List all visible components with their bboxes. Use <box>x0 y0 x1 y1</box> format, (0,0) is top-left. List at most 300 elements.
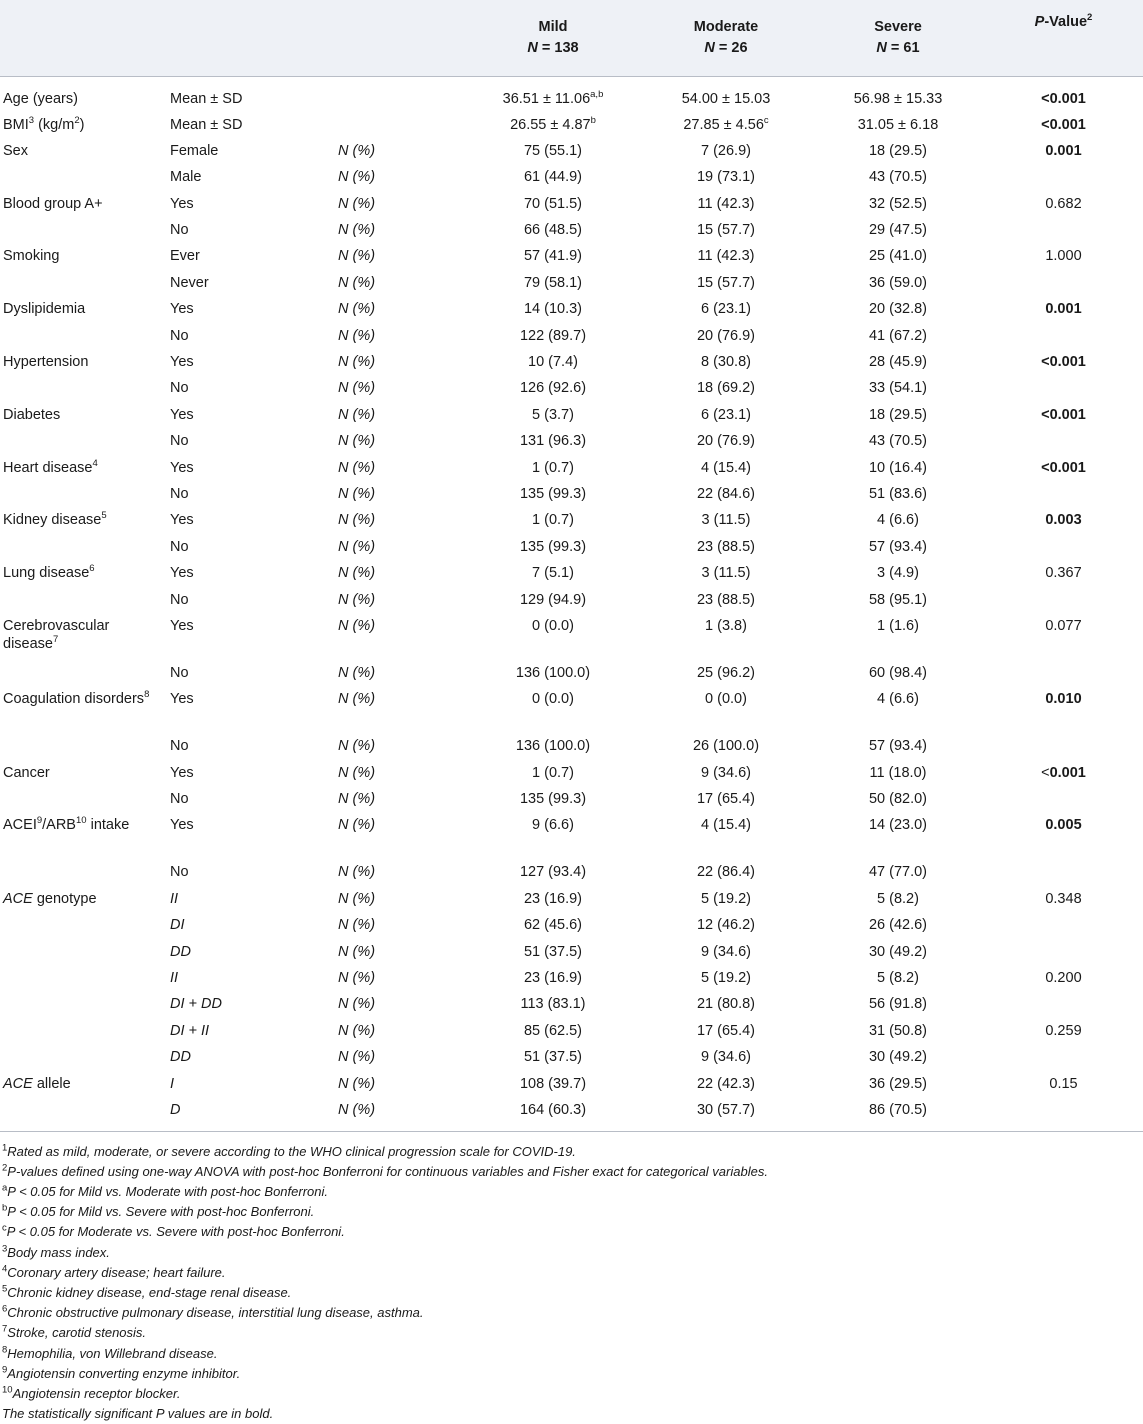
subgroup-cell <box>170 859 338 885</box>
mild-value: 135 (99.3) <box>520 791 586 807</box>
pvalue-cell <box>984 77 1143 112</box>
pvalue-cell <box>984 323 1143 349</box>
variable-cell <box>0 587 170 613</box>
subgroup-label: Ever <box>170 248 200 264</box>
measure-cell <box>338 217 466 243</box>
severe-value: 51 (83.6) <box>869 486 927 502</box>
subgroup-cell <box>170 243 338 269</box>
pvalue: <0.001 <box>1041 91 1086 107</box>
mild-value-cell <box>466 587 640 613</box>
footnote-text: Body mass index. <box>7 1245 110 1260</box>
subgroup-cell <box>170 428 338 454</box>
measure-cell <box>338 912 466 938</box>
subgroup-label: No <box>170 328 189 344</box>
severe-value-cell <box>812 939 984 965</box>
moderate-value-cell <box>640 560 812 586</box>
moderate-value-cell <box>640 138 812 164</box>
moderate-value: 21 (80.8) <box>697 996 755 1012</box>
table-row <box>0 965 1143 991</box>
variable-name-end: intake <box>87 817 130 833</box>
measure-label: N (%) <box>338 917 375 933</box>
measure-cell <box>338 191 466 217</box>
footnote <box>2 1243 1143 1263</box>
pvalue-cell <box>984 660 1143 686</box>
mild-value: 5 (3.7) <box>532 407 574 423</box>
table-row <box>0 886 1143 912</box>
subgroup-cell <box>170 349 338 375</box>
footnote <box>2 1303 1143 1323</box>
mild-value-footnote: a,b <box>590 89 603 100</box>
measure-cell <box>338 164 466 190</box>
pvalue: 0.15 <box>1049 1076 1077 1092</box>
measure-cell <box>338 112 466 138</box>
measure-cell <box>338 859 466 885</box>
pvalue-cell <box>984 402 1143 428</box>
subgroup-label: No <box>170 791 189 807</box>
severe-value-cell <box>812 481 984 507</box>
severe-value-cell <box>812 1071 984 1097</box>
table-row <box>0 660 1143 686</box>
footnote <box>2 1142 1143 1162</box>
subgroup-label: Yes <box>170 460 194 476</box>
measure-cell <box>338 812 466 859</box>
measure-label: N (%) <box>338 592 375 608</box>
mild-value-cell <box>466 191 640 217</box>
severe-value: 25 (41.0) <box>869 248 927 264</box>
pvalue: 0.001 <box>1045 301 1081 317</box>
severe-value: 3 (4.9) <box>877 565 919 581</box>
subgroup-cell <box>170 481 338 507</box>
mild-value: 136 (100.0) <box>516 738 590 754</box>
subgroup-cell <box>170 1071 338 1097</box>
pvalue-cell <box>984 296 1143 322</box>
measure-label: N (%) <box>338 864 375 880</box>
table-row <box>0 217 1143 243</box>
moderate-value-cell <box>640 375 812 401</box>
moderate-value: 11 (42.3) <box>698 196 755 212</box>
footnote-marker: 6 <box>2 1304 7 1315</box>
mild-value: 66 (48.5) <box>524 222 582 238</box>
pvalue-cell <box>984 886 1143 912</box>
variable-italic: ACE <box>3 1076 33 1092</box>
pvalue: <0.001 <box>1041 354 1086 370</box>
moderate-value-cell <box>640 349 812 375</box>
variable-cell <box>0 686 170 733</box>
pvalue-cell <box>984 349 1143 375</box>
severe-value-cell <box>812 534 984 560</box>
measure-label: N (%) <box>338 996 375 1012</box>
severe-value-cell <box>812 455 984 481</box>
severe-value-cell <box>812 587 984 613</box>
footnote-text: The statistically significant P values are in bold. <box>2 1406 273 1421</box>
severe-value-cell <box>812 112 984 138</box>
header-moderate-n-prefix: N <box>704 40 714 56</box>
moderate-value-cell <box>640 243 812 269</box>
moderate-value: 6 (23.1) <box>701 301 751 317</box>
severe-value: 43 (70.5) <box>869 433 927 449</box>
table-row <box>0 613 1143 660</box>
pvalue-cell <box>984 760 1143 786</box>
measure-label: N (%) <box>338 275 375 291</box>
measure-label: N (%) <box>338 665 375 681</box>
table-row <box>0 428 1143 454</box>
moderate-value-cell <box>640 965 812 991</box>
mild-value: 36.51 ± 11.06 <box>503 91 591 107</box>
footnote <box>2 1344 1143 1364</box>
moderate-value: 5 (19.2) <box>701 891 751 907</box>
measure-cell <box>338 1044 466 1070</box>
moderate-value: 54.00 ± 15.03 <box>682 91 771 107</box>
pvalue-cell <box>984 587 1143 613</box>
measure-cell <box>338 323 466 349</box>
severe-value-cell <box>812 217 984 243</box>
variable-name: ACEI <box>3 817 37 833</box>
severe-value: 28 (45.9) <box>869 354 927 370</box>
variable-cell <box>0 560 170 586</box>
measure-cell <box>338 455 466 481</box>
mild-value: 10 (7.4) <box>528 354 578 370</box>
measure-cell <box>338 1071 466 1097</box>
footnote-marker: 10 <box>2 1385 13 1396</box>
mild-value-cell <box>466 296 640 322</box>
measure-cell <box>338 613 466 660</box>
header-severe <box>812 0 984 77</box>
footnote-text: P < 0.05 for Mild vs. Moderate with post-hoc Bonferroni. <box>7 1184 328 1199</box>
subgroup-label: Never <box>170 275 209 291</box>
mild-value-cell <box>466 112 640 138</box>
measure-cell <box>338 402 466 428</box>
variable-name: BMI <box>3 117 29 133</box>
header-moderate-n-value: = 26 <box>715 40 748 56</box>
severe-value: 36 (29.5) <box>869 1076 927 1092</box>
severe-value: 50 (82.0) <box>869 791 927 807</box>
header-severe-n <box>812 38 984 59</box>
table-row <box>0 481 1143 507</box>
table-row <box>0 1071 1143 1097</box>
footnote <box>2 1182 1143 1202</box>
header-moderate-label: Moderate <box>640 17 812 38</box>
severe-value: 5 (8.2) <box>877 891 919 907</box>
moderate-value: 20 (76.9) <box>697 433 755 449</box>
moderate-value-cell <box>640 77 812 112</box>
moderate-value: 20 (76.9) <box>697 328 755 344</box>
header-blank-3 <box>338 0 466 77</box>
header-row <box>0 0 1143 77</box>
moderate-value: 26 (100.0) <box>693 738 759 754</box>
footnote-marker: 2 <box>2 1162 7 1173</box>
moderate-value: 9 (34.6) <box>701 944 751 960</box>
subgroup-cell <box>170 138 338 164</box>
variable-cell <box>0 1097 170 1131</box>
pvalue-cell <box>984 733 1143 759</box>
severe-value: 11 (18.0) <box>870 765 927 781</box>
measure-cell <box>338 77 466 112</box>
header-blank-2 <box>170 0 338 77</box>
pvalue-cell <box>984 812 1143 859</box>
variable-cell <box>0 375 170 401</box>
mild-value: 57 (41.9) <box>524 248 582 264</box>
pvalue-cell <box>984 859 1143 885</box>
pvalue: 0.010 <box>1045 691 1081 707</box>
mild-value: 79 (58.1) <box>524 275 582 291</box>
footnote-marker: 4 <box>2 1263 7 1274</box>
mild-value-footnote: b <box>591 115 596 126</box>
mild-value: 1 (0.7) <box>532 460 574 476</box>
measure-cell <box>338 296 466 322</box>
mild-value-cell <box>466 428 640 454</box>
pvalue: 0.001 <box>1050 765 1086 781</box>
variable-name: allele <box>33 1076 71 1092</box>
variable-name: Cancer <box>3 765 50 781</box>
moderate-value-cell <box>640 991 812 1017</box>
moderate-value: 22 (86.4) <box>697 864 755 880</box>
subgroup-label: Yes <box>170 407 194 423</box>
severe-value-cell <box>812 886 984 912</box>
moderate-value-cell <box>640 760 812 786</box>
moderate-value-cell <box>640 270 812 296</box>
variable-name: Lung disease <box>3 565 89 581</box>
measure-label: N (%) <box>338 143 375 159</box>
mild-value: 14 (10.3) <box>524 301 582 317</box>
subgroup-cell <box>170 1018 338 1044</box>
measure-label: N (%) <box>338 460 375 476</box>
measure-label: N (%) <box>338 791 375 807</box>
variable-cell <box>0 191 170 217</box>
pvalue: 0.005 <box>1045 817 1081 833</box>
header-pvalue-p: P <box>1035 14 1045 30</box>
variable-cell <box>0 733 170 759</box>
measure-cell <box>338 270 466 296</box>
variable-name-cont: (kg/m <box>34 117 74 133</box>
variable-cell <box>0 77 170 112</box>
severe-value-cell <box>812 1018 984 1044</box>
variable-name: Age (years) <box>3 91 78 107</box>
mild-value: 108 (39.7) <box>520 1076 586 1092</box>
variable-name: Dyslipidemia <box>3 301 85 317</box>
mild-value-cell <box>466 733 640 759</box>
mild-value: 129 (94.9) <box>520 592 586 608</box>
moderate-value: 23 (88.5) <box>697 592 755 608</box>
mild-value: 1 (0.7) <box>532 765 574 781</box>
table-row <box>0 686 1143 733</box>
table-row <box>0 939 1143 965</box>
moderate-value: 3 (11.5) <box>702 565 751 581</box>
variable-cell <box>0 455 170 481</box>
pvalue-lt: < <box>1041 765 1049 781</box>
mild-value-cell <box>466 613 640 660</box>
subgroup-cell <box>170 886 338 912</box>
moderate-value: 18 (69.2) <box>697 380 755 396</box>
subgroup-cell <box>170 587 338 613</box>
moderate-value: 19 (73.1) <box>697 169 755 185</box>
measure-label: N (%) <box>338 1076 375 1092</box>
moderate-value-cell <box>640 1097 812 1131</box>
moderate-value-cell <box>640 939 812 965</box>
variable-name: Kidney disease <box>3 512 101 528</box>
pvalue-cell <box>984 560 1143 586</box>
pvalue: 1.000 <box>1045 248 1081 264</box>
moderate-value-cell <box>640 1044 812 1070</box>
variable-footnote: 3 <box>29 115 34 126</box>
measure-cell <box>338 1097 466 1131</box>
table-row <box>0 455 1143 481</box>
variable-name-end: ) <box>80 117 85 133</box>
severe-value-cell <box>812 243 984 269</box>
table-row <box>0 733 1143 759</box>
measure-label: N (%) <box>338 380 375 396</box>
subgroup-cell <box>170 686 338 733</box>
subgroup-label: II <box>170 891 178 907</box>
measure-cell <box>338 349 466 375</box>
footnote <box>2 1202 1143 1222</box>
table-row <box>0 560 1143 586</box>
mild-value: 127 (93.4) <box>520 864 586 880</box>
severe-value: 32 (52.5) <box>869 196 927 212</box>
measure-cell <box>338 886 466 912</box>
measure-label: N (%) <box>338 1102 375 1118</box>
variable-name: Cerebrovascular disease <box>3 618 109 652</box>
subgroup-label: Yes <box>170 765 194 781</box>
pvalue-cell <box>984 191 1143 217</box>
severe-value-cell <box>812 296 984 322</box>
moderate-value: 5 (19.2) <box>701 970 751 986</box>
pvalue: <0.001 <box>1041 407 1086 423</box>
variable-footnote: 8 <box>144 689 149 700</box>
mild-value: 135 (99.3) <box>520 486 586 502</box>
moderate-value-cell <box>640 534 812 560</box>
moderate-value: 11 (42.3) <box>698 248 755 264</box>
moderate-value-cell <box>640 613 812 660</box>
pvalue-cell <box>984 270 1143 296</box>
measure-cell <box>338 991 466 1017</box>
measure-label: N (%) <box>338 248 375 264</box>
measure-cell <box>338 965 466 991</box>
pvalue-cell <box>984 613 1143 660</box>
moderate-value-cell <box>640 217 812 243</box>
moderate-value: 4 (15.4) <box>701 817 751 833</box>
subgroup-label: Mean ± SD <box>170 117 242 133</box>
severe-value-cell <box>812 912 984 938</box>
severe-value: 10 (16.4) <box>869 460 927 476</box>
mild-value: 51 (37.5) <box>524 944 582 960</box>
footnote-marker: 3 <box>2 1243 7 1254</box>
severe-value-cell <box>812 270 984 296</box>
variable-name: Hypertension <box>3 354 88 370</box>
pvalue-cell <box>984 912 1143 938</box>
subgroup-cell <box>170 613 338 660</box>
pvalue-cell <box>984 375 1143 401</box>
mild-value: 70 (51.5) <box>524 196 582 212</box>
variable-cell <box>0 939 170 965</box>
mild-value-cell <box>466 138 640 164</box>
variable-cell <box>0 912 170 938</box>
mild-value-cell <box>466 660 640 686</box>
pvalue: 0.003 <box>1045 512 1081 528</box>
measure-cell <box>338 587 466 613</box>
measure-label: N (%) <box>338 301 375 317</box>
severe-value-cell <box>812 859 984 885</box>
table-row <box>0 77 1143 112</box>
mild-value-cell <box>466 786 640 812</box>
subgroup-cell <box>170 507 338 533</box>
severe-value: 36 (59.0) <box>869 275 927 291</box>
pvalue-cell <box>984 112 1143 138</box>
subgroup-cell <box>170 965 338 991</box>
measure-label: N (%) <box>338 970 375 986</box>
subgroup-cell <box>170 1097 338 1131</box>
subgroup-cell <box>170 660 338 686</box>
table-row <box>0 534 1143 560</box>
header-pvalue-rest: -Value <box>1044 14 1087 30</box>
variable-cell <box>0 428 170 454</box>
mild-value-cell <box>466 1097 640 1131</box>
table-row <box>0 270 1143 296</box>
severe-value: 18 (29.5) <box>869 407 927 423</box>
moderate-value-cell <box>640 402 812 428</box>
moderate-value-cell <box>640 886 812 912</box>
measure-cell <box>338 243 466 269</box>
mild-value-cell <box>466 560 640 586</box>
severe-value: 1 (1.6) <box>877 618 919 634</box>
pvalue-cell <box>984 1018 1143 1044</box>
subgroup-cell <box>170 912 338 938</box>
severe-value-cell <box>812 428 984 454</box>
subgroup-label: D <box>170 1102 180 1118</box>
footnote-text: Angiotensin converting enzyme inhibitor. <box>7 1366 240 1381</box>
header-severe-n-value: = 61 <box>887 40 920 56</box>
variable-cell <box>0 481 170 507</box>
variable-cell <box>0 760 170 786</box>
subgroup-cell <box>170 270 338 296</box>
mild-value: 26.55 ± 4.87 <box>510 117 591 133</box>
mild-value: 1 (0.7) <box>532 512 574 528</box>
subgroup-cell <box>170 112 338 138</box>
pvalue: 0.259 <box>1045 1023 1081 1039</box>
variable-name: Heart disease <box>3 460 92 476</box>
footnote-marker: 7 <box>2 1324 7 1335</box>
severe-value: 4 (6.6) <box>877 512 919 528</box>
moderate-value-cell <box>640 164 812 190</box>
measure-cell <box>338 560 466 586</box>
moderate-value: 15 (57.7) <box>697 275 755 291</box>
mild-value-cell <box>466 455 640 481</box>
severe-value: 31 (50.8) <box>869 1023 927 1039</box>
variable-cell <box>0 660 170 686</box>
measure-label: N (%) <box>338 691 375 707</box>
subgroup-label: No <box>170 539 189 555</box>
variable-italic: ACE <box>3 891 33 907</box>
mild-value: 9 (6.6) <box>532 817 574 833</box>
severe-value-cell <box>812 760 984 786</box>
pvalue: 0.077 <box>1045 618 1081 634</box>
pvalue-cell <box>984 1097 1143 1131</box>
variable-footnote-2: 2 <box>74 115 79 126</box>
moderate-value: 4 (15.4) <box>701 460 751 476</box>
moderate-value-cell <box>640 507 812 533</box>
header-mild-n <box>466 38 640 59</box>
severe-value: 14 (23.0) <box>869 817 927 833</box>
footnote-text: Chronic obstructive pulmonary disease, interstitial lung disease, asthma. <box>7 1305 423 1320</box>
table-row <box>0 243 1143 269</box>
subgroup-label: Yes <box>170 565 194 581</box>
variable-footnote: 4 <box>92 458 97 469</box>
measure-label: N (%) <box>338 1049 375 1065</box>
footnote-text: Angiotensin receptor blocker. <box>13 1386 181 1401</box>
pvalue-cell <box>984 428 1143 454</box>
measure-cell <box>338 760 466 786</box>
subgroup-label: Yes <box>170 817 194 833</box>
severe-value-cell <box>812 560 984 586</box>
